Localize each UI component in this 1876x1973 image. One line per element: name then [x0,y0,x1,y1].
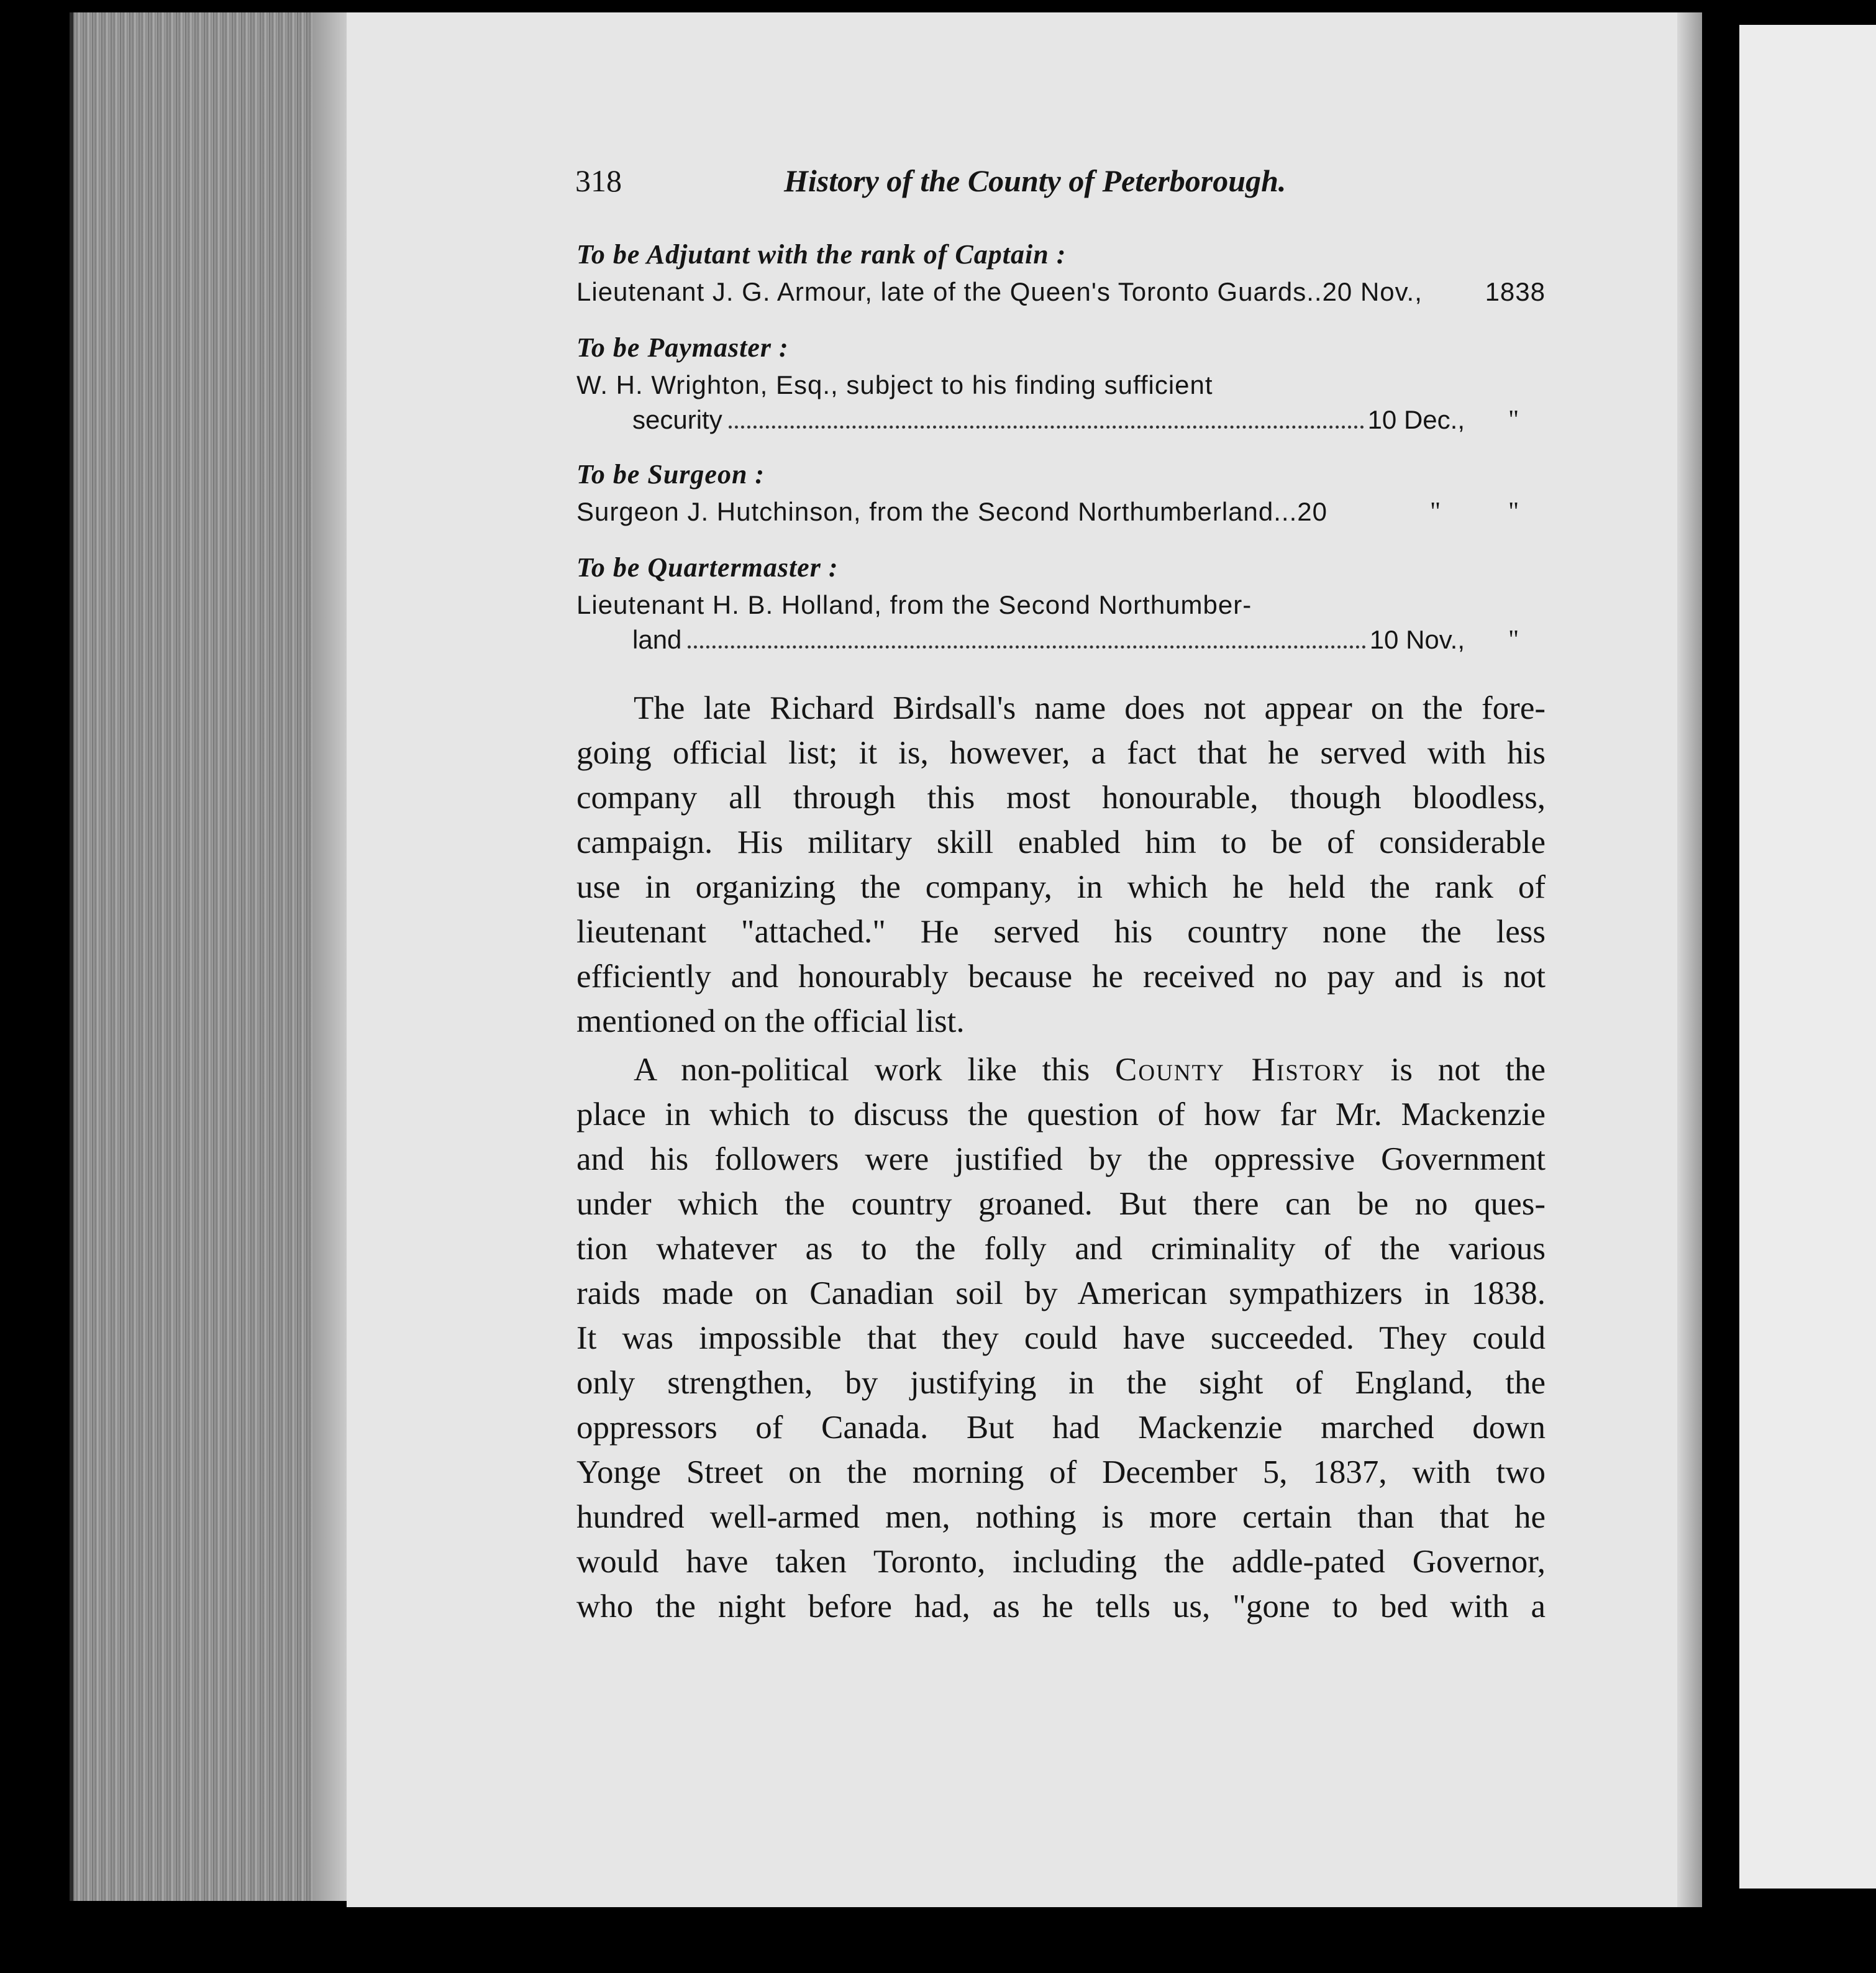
appointment-entry-text: Lieutenant J. G. Armour, late of the Queen's Toronto Guards..20 Nov., [576,277,1423,306]
paragraph-line: only strengthen, by justifying in the sight of England, the [576,1365,1546,1401]
entry-continuation-label: security [632,405,722,434]
leader-dots [729,425,1364,429]
ditto-mark: " [1508,498,1519,526]
paragraph-line: It was impossible that they could have succeeded. They could [576,1320,1546,1356]
appointment-entry-quartermaster-cont [632,625,1465,655]
ditto-mark: " [1430,498,1441,526]
paragraph-line: efficiently and honourably because he received no pay and is not [576,959,1546,995]
paragraph-line: hundred well-armed men, nothing is more certain than that he [576,1499,1546,1535]
paragraph-line: going official list; it is, however, a fact that he served with his [576,735,1546,771]
appointment-year: 1838 [1485,277,1546,306]
paragraph-line: tion whatever as to the folly and criminality of the various [576,1231,1546,1267]
appointment-entry-paymaster-cont [632,405,1465,435]
book-page-edges [70,12,350,1901]
paragraph-line [576,1047,1546,1092]
paragraph-line: who the night before had, as he tells us, "gone to bed with a [576,1588,1546,1624]
paragraph-line: place in which to discuss the question of how far Mr. Mackenzie [576,1096,1546,1132]
appointment-entry-quartermaster: Lieutenant H. B. Holland, from the Second Northumber- [576,590,1252,619]
appointment-heading-surgeon: To be Surgeon : [576,459,765,490]
paragraph-line: under which the country groaned. But there can be no ques- [576,1186,1546,1222]
entry-date: 10 Dec., [1367,405,1465,434]
paragraph-line: use in organizing the company, in which he held the rank of [576,869,1546,905]
page-number: 318 [575,163,622,198]
gutter-shadow [1677,12,1702,1907]
appointment-heading-quartermaster: To be Quartermaster : [576,552,839,583]
running-title: History of the County of Peterborough. [784,163,1286,198]
paragraph-line: company all through this most honourable, though bloodless, [576,780,1546,816]
appointment-entry-adjutant [576,277,1546,307]
body-paragraph-1 [576,686,1546,1044]
paragraph-text: is not the [1365,1052,1546,1088]
facing-page-edge [1739,25,1876,1889]
paragraph-line: The late Richard Birdsall's name does not appear on the fore- [634,690,1546,726]
paragraph-line: would have taken Toronto, including the addle-pated Governor, [576,1544,1546,1580]
paragraph-line: raids made on Canadian soil by American sympathizers in 1838. [576,1275,1546,1311]
paragraph-line: Yonge Street on the morning of December 5, 1837, with two [576,1454,1546,1490]
body-paragraph-2 [576,1047,1546,1629]
ditto-mark: " [1508,406,1519,434]
paragraph-line: mentioned on the official list. [576,1003,965,1039]
ditto-mark: " [1508,626,1519,654]
appointment-heading-adjutant: To be Adjutant with the rank of Captain : [576,239,1067,270]
paragraph-text: A non-political work like this [634,1052,1116,1088]
appointment-entry-surgeon: Surgeon J. Hutchinson, from the Second Northumberland...20 [576,497,1327,526]
appointment-entry-paymaster: W. H. Wrighton, Esq., subject to his finding sufficient [576,370,1213,399]
paragraph-line: campaign. His military skill enabled him to be of considerable [576,824,1546,860]
appointment-heading-paymaster: To be Paymaster : [576,332,789,363]
paragraph-line: lieutenant "attached." He served his country none the less [576,914,1546,950]
entry-date: 10 Nov., [1369,625,1465,654]
small-caps-title: County History [1115,1052,1365,1088]
leader-dots [688,645,1365,649]
paragraph-line: oppressors of Canada. But had Mackenzie marched down [576,1410,1546,1446]
entry-continuation-label: land [632,625,682,654]
paragraph-line: and his followers were justified by the oppressive Government [576,1141,1546,1177]
